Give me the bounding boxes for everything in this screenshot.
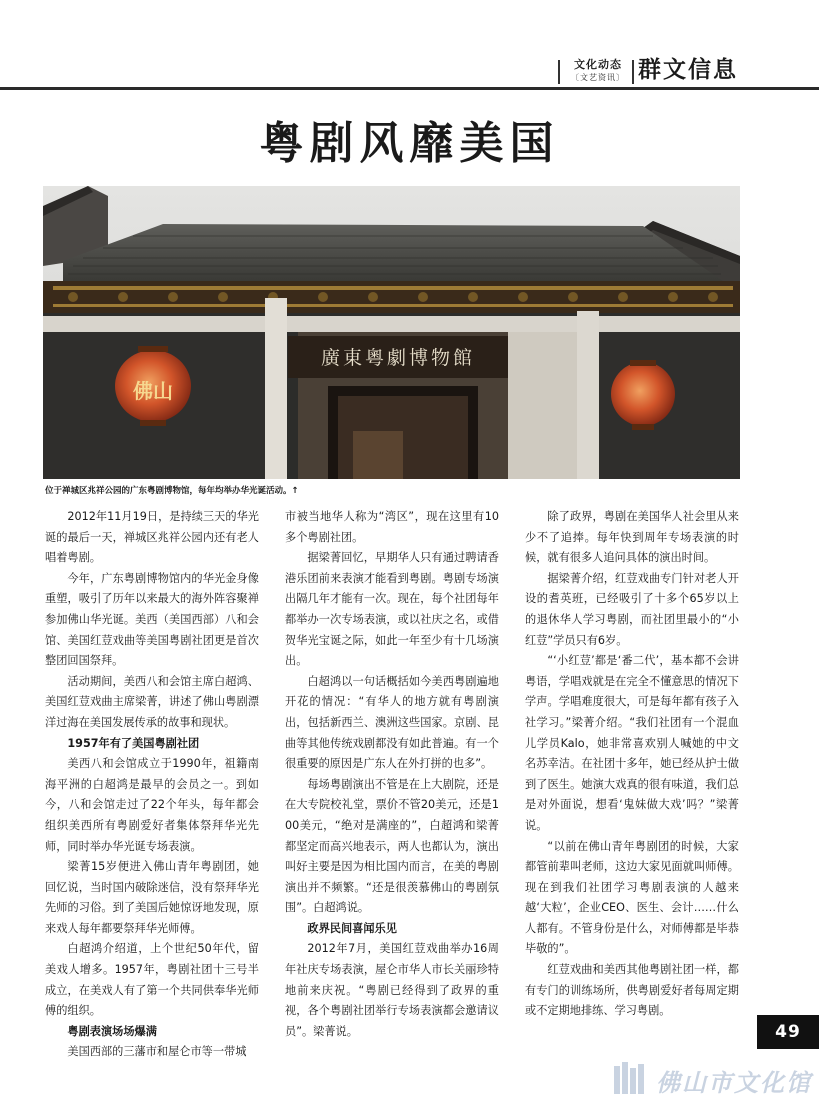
article-column-1	[45, 507, 259, 1063]
paragraph: “以前在佛山青年粤剧团的时候，大家都管前辈叫老师，这边大家见面就叫师傅。现在到我们社团学习粤剧表演的人越来越‘大粒’，企业CEO、医生、会计……什么人都有。不管身份是什么，对师傅都是毕恭毕敬的”。	[525, 839, 739, 956]
section-heading: 粤剧表演场场爆满	[67, 1024, 157, 1038]
paragraph: 美西八和会馆成立于1990年，祖籍南海平洲的白超鸿是最早的会员之一。到如今，八和会馆走过了22个年头，每年都会组织美西所有粤剧爱好者集体祭拜华光先师，同时举办华光诞专场表演。	[45, 757, 259, 853]
section-main-label: 文化动态	[574, 58, 622, 71]
paragraph: 市被当地华人称为“湾区”，现在这里有10多个粤剧社团。	[285, 510, 499, 544]
paragraph: 2012年7月，美国红荳戏曲举办16周年社庆专场表演，屋仑市华人市长关丽珍特地前来庆祝。“粤剧已经得到了政界的重视，各个粤剧社团举行专场表演都会邀请议员”。梁菁说。	[285, 942, 499, 1038]
paragraph: 红荳戏曲和美西其他粤剧社团一样，都有专门的训练场所，供粤剧爱好者每周定期或不定期地排练、学习粤剧。	[525, 963, 739, 1018]
section-label	[566, 58, 630, 83]
paragraph: 除了政界，粤剧在美国华人社会里从来少不了追捧。每年快到周年专场表演的时候，就有很多人追问具体的演出时间。	[525, 510, 739, 565]
paragraph: 梁菁15岁便进入佛山青年粤剧团，她回忆说，当时国内破除迷信，没有祭拜华光先师的习俗。到了美国后她惊讶地发现，原来戏人每年都要祭拜华光师傅。	[45, 860, 259, 935]
section-heading: 政界民间喜闻乐见	[307, 921, 397, 935]
section-sub-label: 〔文艺资讯〕	[571, 73, 625, 82]
header-divider-left	[558, 60, 560, 84]
paragraph: 白超鸿以一句话概括如今美西粤剧遍地开花的情况：“有华人的地方就有粤剧演出，包括新西兰、澳洲这些国家。京剧、昆曲等其他传统戏剧都没有如此普遍。有一个很重要的原因是广东人在外打拼的也多”。	[285, 674, 499, 771]
museum-photo	[43, 186, 740, 479]
photo-caption: 位于禅城区兆祥公园的广东粤剧博物馆，每年均举办华光诞活动。↑	[45, 486, 299, 496]
article-title: 粤剧风靡美国	[259, 118, 560, 169]
article-column-2	[285, 507, 499, 1042]
paragraph: 今年，广东粤剧博物馆内的华光金身像重塑，吸引了历年以来最大的海外阵容聚禅参加佛山华光诞。美西（美国西部）八和会馆、美国红荳戏曲等美国粤剧社团更是首次整团回国祭拜。	[45, 571, 259, 668]
lantern-left-text: 佛山	[133, 379, 173, 403]
section-title: 群文信息	[638, 57, 738, 83]
watermark	[612, 1060, 817, 1098]
paragraph: 2012年11月19日，是持续三天的华光诞的最后一天，禅城区兆祥公园内还有老人唱着粤剧。	[45, 510, 259, 565]
watermark-logo-icon	[612, 1060, 648, 1096]
paragraph: “‘小红荳’都是‘番二代’，基本都不会讲粤语，学唱戏就是在完全不懂意思的情况下学声。学唱难度很大，可是每年都有孩子入社学习。”梁菁介绍。“我们社团有一个混血儿学员Kalo，她非常喜欢别人喊她的中文名苏幸洁。在社团十多年，她已经从护士做到了医生。她演大戏真的很有味道，我们总是对外面说，想看‘鬼妹做大戏’吗？”梁菁说。	[525, 654, 739, 832]
paragraph: 据梁菁回忆，早期华人只有通过聘请香港乐团前来表演才能看到粤剧。粤剧专场演出隔几年才能有一次。现在，每个社团每年都举办一次专场表演，或以社庆之名，或借贺华光宝诞之际，如此一年至少有十几场演出。	[285, 551, 499, 668]
paragraph: 每场粤剧演出不管是在上大剧院，还是在大专院校礼堂，票价不管20美元，还是100美元，“绝对是满座的”，白超鸿和梁菁都坚定而高兴地表示，两人也都认为，演出叫好主要是因为相比国内而言，在美的粤剧演出并不频繁。“还是很羡慕佛山的粤剧氛围”。白超鸿说。	[285, 777, 499, 915]
paragraph: 美国西部的三藩市和屋仑市等一带城	[67, 1045, 247, 1059]
page-number: 49	[757, 1015, 819, 1049]
section-heading: 1957年有了美国粤剧社团	[67, 736, 200, 750]
paragraph: 白超鸿介绍道，上个世纪50年代，留美戏人增多。1957年，粤剧社团十三号半成立，在美戏人有了第一个共同供奉华光师傅的组织。	[45, 942, 259, 1018]
article-column-3	[525, 507, 739, 1022]
paragraph: 活动期间，美西八和会馆主席白超鸿、美国红荳戏曲主席梁菁，讲述了佛山粤剧漂洋过海在美国发展传承的故事和现状。	[45, 674, 259, 729]
header-rule	[0, 87, 819, 90]
header-divider-right	[632, 60, 634, 84]
watermark-text: 佛山市文化馆	[656, 1068, 812, 1097]
museum-signboard: 廣東粵劇博物館	[320, 347, 476, 369]
paragraph: 据梁菁介绍，红荳戏曲专门针对老人开设的耆英班，已经吸引了十多个65岁以上的退休华人学习粤剧，而社团里最小的“小红荳”学员只有6岁。	[525, 571, 739, 647]
